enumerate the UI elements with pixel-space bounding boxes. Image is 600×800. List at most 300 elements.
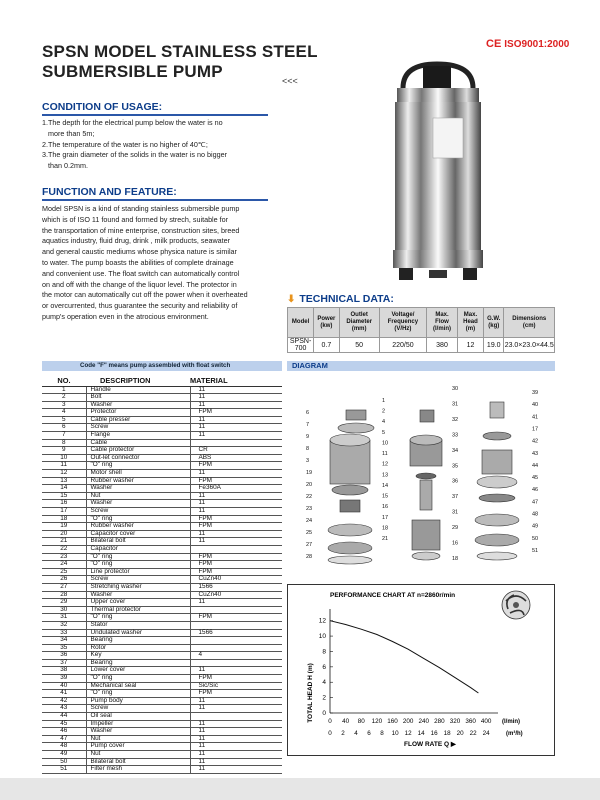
- diagram-callout-left: 7: [306, 422, 310, 428]
- part-number: 2: [42, 394, 86, 402]
- technical-data-cell: 12: [457, 338, 483, 353]
- table-row: [42, 576, 282, 584]
- diagram-callout-mid: 5: [382, 429, 386, 436]
- technical-heading-label: TECHNICAL DATA:: [299, 293, 394, 305]
- chart-title: PERFORMANCE CHART AT n=2860r/min: [330, 592, 456, 599]
- part-number: 31: [42, 614, 86, 622]
- condition-item: more than 5m;: [42, 128, 95, 138]
- table-row: [42, 470, 282, 478]
- part-description: Upper cover: [86, 599, 190, 607]
- chart-series-line: [330, 621, 478, 693]
- part-description: Screw: [86, 705, 190, 713]
- part-number: 1: [42, 386, 86, 394]
- part-number: 33: [42, 629, 86, 637]
- diagram-callout-left: 6: [306, 410, 310, 416]
- title-line-1: SPSN MODEL STAINLESS STEEL: [42, 42, 318, 61]
- part-description: Out-let connector: [86, 454, 190, 462]
- part-material: 1566: [190, 629, 282, 637]
- part-description: Pump cover: [86, 743, 190, 751]
- diagram-callout-far: 45: [532, 475, 539, 482]
- part-material: 11: [190, 401, 282, 409]
- part-number: 29: [42, 599, 86, 607]
- part-number: 26: [42, 576, 86, 584]
- technical-header-cell: Max. Flow (l/min): [427, 308, 458, 338]
- feature-line: pump's operation even in the atrocious environment.: [42, 311, 209, 321]
- chart-y-tick-label: 12: [318, 617, 326, 625]
- chart-y-tick-label: 10: [318, 633, 326, 641]
- feature-line: aquatics industry, fluid drug, drink , milk products, seawater: [42, 236, 231, 246]
- diagram-callout-left: 23: [306, 506, 313, 512]
- part-description: Flange: [86, 432, 190, 440]
- chart-y-label: TOTAL HEAD H (m): [307, 663, 314, 723]
- table-row: [42, 462, 282, 470]
- feature-text: [42, 204, 278, 323]
- part-material: 11: [190, 720, 282, 728]
- table-row: [42, 568, 282, 576]
- diagram-callout-far: 48: [532, 511, 539, 518]
- part-number: 3: [42, 401, 86, 409]
- part-description: "O" ring: [86, 614, 190, 622]
- condition-item: 2.The temperature of the water is no higher of 40℃;: [42, 139, 208, 149]
- iso-label: ISO9001:2000: [504, 39, 570, 50]
- chart-x-tick-label-secondary: 16: [430, 730, 438, 737]
- table-row: [42, 386, 282, 394]
- feature-line: and convenient use. The float switch can automatically control: [42, 268, 240, 278]
- part-number: 50: [42, 758, 86, 766]
- diagram-callout-far: 44: [532, 462, 539, 469]
- diagram-callout-mid: 11: [382, 451, 388, 458]
- part-description: "O" ring: [86, 675, 190, 683]
- part-material: Sic/Sic: [190, 682, 282, 690]
- part-description: Rotor: [86, 644, 190, 652]
- part-material: FPM: [190, 409, 282, 417]
- chart-x-tick-label-secondary: 2: [341, 730, 345, 737]
- condition-item: 1.The depth for the electrical pump below the water is no: [42, 118, 223, 127]
- part-material: 11: [190, 386, 282, 394]
- part-number: 47: [42, 735, 86, 743]
- part-material: 11: [190, 758, 282, 766]
- table-row: [42, 583, 282, 591]
- table-row: [42, 614, 282, 622]
- part-description: Washer: [86, 728, 190, 736]
- footer-bar: [0, 778, 600, 800]
- part-description: Washer: [86, 500, 190, 508]
- technical-data-cell: 380: [427, 338, 458, 353]
- technical-header-cell: Model: [288, 308, 314, 338]
- part-material: 11: [190, 500, 282, 508]
- part-material: FPM: [190, 477, 282, 485]
- chart-x-tick-label-secondary: 8: [380, 730, 384, 737]
- diagram-callout-right: 35: [452, 463, 459, 470]
- diagram-callout-mid: 18: [382, 525, 389, 532]
- table-row: [42, 705, 282, 713]
- table-row: [42, 713, 282, 721]
- part-description: Bilateral bolt: [86, 538, 190, 546]
- part-material: CR: [190, 447, 282, 455]
- table-row: [42, 401, 282, 409]
- part-number: 35: [42, 644, 86, 652]
- performance-chart: [288, 585, 554, 755]
- part-description: Cable protector: [86, 447, 190, 455]
- part-number: 17: [42, 508, 86, 516]
- chart-x-tick-label-secondary: 6: [367, 730, 371, 737]
- part-material: ABS: [190, 454, 282, 462]
- table-row: [42, 652, 282, 660]
- table-row: [42, 720, 282, 728]
- parts-table: [42, 377, 282, 774]
- table-row: [42, 409, 282, 417]
- part-number: 20: [42, 530, 86, 538]
- diagram-callout-right: 36: [452, 478, 459, 485]
- part-material: [190, 545, 282, 553]
- table-row: [42, 637, 282, 645]
- technical-data-row: [288, 338, 555, 353]
- part-description: Undulated washer: [86, 629, 190, 637]
- part-number: 45: [42, 720, 86, 728]
- part-description: Bearing: [86, 637, 190, 645]
- table-row: [42, 492, 282, 500]
- feature-line: Model SPSN is a kind of standing stainless submersible pump: [42, 204, 240, 213]
- part-number: 43: [42, 705, 86, 713]
- part-number: 10: [42, 454, 86, 462]
- chart-x-tick-label-secondary: 0: [328, 730, 332, 737]
- diagram-callout-mid: 1: [382, 398, 386, 404]
- part-material: FPM: [190, 523, 282, 531]
- table-row: [42, 545, 282, 553]
- part-description: Capacitor cover: [86, 530, 190, 538]
- part-description: "O" ring: [86, 462, 190, 470]
- diagram-callout-far: 41: [532, 414, 539, 421]
- part-number: 12: [42, 470, 86, 478]
- part-description: Capacitor: [86, 545, 190, 553]
- part-material: 11: [190, 705, 282, 713]
- title-line-2: SUBMERSIBLE PUMP: [42, 62, 223, 81]
- part-number: 40: [42, 682, 86, 690]
- part-number: 8: [42, 439, 86, 447]
- technical-header-row: [288, 308, 555, 338]
- code-note: Code "F" means pump assembled with float switch: [42, 361, 282, 371]
- part-description: Protector: [86, 409, 190, 417]
- part-description: Washer: [86, 401, 190, 409]
- part-description: Impeller: [86, 720, 190, 728]
- table-row: [42, 538, 282, 546]
- diagram-callout-left: 25: [306, 530, 313, 536]
- part-number: 21: [42, 538, 86, 546]
- feature-divider: [42, 199, 268, 201]
- part-number: 22: [42, 545, 86, 553]
- table-row: [42, 743, 282, 751]
- chart-x-tick-label: 280: [434, 718, 445, 725]
- technical-data-cell: 19.0: [484, 338, 504, 353]
- table-row: [42, 751, 282, 759]
- chart-x-tick-label-secondary: 4: [354, 730, 358, 737]
- part-material: 11: [190, 424, 282, 432]
- feature-line: the motor can automatically cut off the power when it overheated: [42, 290, 248, 300]
- part-material: FPM: [190, 561, 282, 569]
- parts-header-material: MATERIAL: [190, 377, 282, 386]
- technical-table: [287, 307, 555, 353]
- table-row: [42, 599, 282, 607]
- chart-x-tick-label-secondary: 24: [482, 730, 490, 737]
- diagram-callout-mid: 13: [382, 472, 389, 479]
- part-number: 18: [42, 515, 86, 523]
- part-number: 27: [42, 583, 86, 591]
- part-description: Pump body: [86, 697, 190, 705]
- part-description: "O" ring: [86, 690, 190, 698]
- table-row: [42, 394, 282, 402]
- condition-item: than 0.2mm.: [42, 161, 88, 171]
- feature-line: to water. The pump boasts the abilities of complete drainage: [42, 257, 234, 267]
- part-number: 5: [42, 416, 86, 424]
- part-material: 11: [190, 530, 282, 538]
- part-material: 11: [190, 751, 282, 759]
- part-description: "O" ring: [86, 561, 190, 569]
- part-number: 23: [42, 553, 86, 561]
- part-number: 11: [42, 462, 86, 470]
- part-material: 11: [190, 743, 282, 751]
- part-number: 25: [42, 568, 86, 576]
- diagram-callout-right: 34: [452, 447, 459, 454]
- part-description: Cable presser: [86, 416, 190, 424]
- table-row: [42, 508, 282, 516]
- diagram-callout-far: 42: [532, 438, 539, 445]
- part-material: 11: [190, 538, 282, 546]
- table-row: [42, 439, 282, 447]
- technical-data-cell: SPSN-700: [288, 338, 314, 353]
- part-description: Oil seal: [86, 713, 190, 721]
- diagram-callout-far: 50: [532, 535, 539, 542]
- part-material: 11: [190, 735, 282, 743]
- feature-heading: FUNCTION AND FEATURE:: [42, 186, 177, 198]
- chart-x-tick-label-secondary: 20: [456, 730, 464, 737]
- diagram-callout-far: 51: [532, 548, 539, 554]
- chart-x-label-text: FLOW RATE Q: [404, 741, 450, 748]
- part-material: FPM: [190, 515, 282, 523]
- diagram-callout-left: 19: [306, 470, 313, 476]
- diagram-callout-mid: 17: [382, 514, 389, 521]
- table-row: [42, 766, 282, 774]
- diagram-callout-right: 16: [452, 540, 459, 547]
- part-material: 11: [190, 728, 282, 736]
- parts-header-no: NO.: [42, 377, 86, 386]
- part-description: Stator: [86, 621, 190, 629]
- table-row: [42, 697, 282, 705]
- chart-x-unit-primary: (l/min): [502, 719, 520, 725]
- diagram-callout-right: 33: [452, 432, 459, 439]
- chart-x-tick-label-secondary: 12: [404, 730, 412, 737]
- part-number: 37: [42, 659, 86, 667]
- table-row: [42, 447, 282, 455]
- chart-x-tick-label: 160: [387, 718, 398, 725]
- chart-x-tick-label: 360: [465, 718, 476, 725]
- part-material: FPM: [190, 568, 282, 576]
- diagram-callout-left: 8: [306, 446, 310, 452]
- part-material: FPM: [190, 614, 282, 622]
- part-number: 51: [42, 766, 86, 774]
- part-number: 6: [42, 424, 86, 432]
- diagram-callout-mid: 15: [382, 493, 389, 500]
- diagram-heading: DIAGRAM: [292, 361, 328, 370]
- chart-x-tick-label-secondary: 18: [443, 730, 451, 737]
- diagram-callout-left: 20: [306, 482, 313, 488]
- condition-divider: [42, 114, 268, 116]
- diagram-callout-far: 47: [532, 499, 539, 506]
- technical-header-cell: Power (kw): [314, 308, 339, 338]
- part-description: Motor shell: [86, 470, 190, 478]
- part-number: 49: [42, 751, 86, 759]
- part-material: Fe360A: [190, 485, 282, 493]
- chart-y-tick-label: 0: [322, 710, 326, 717]
- part-number: 48: [42, 743, 86, 751]
- part-description: Screw: [86, 508, 190, 516]
- part-description: Washer: [86, 485, 190, 493]
- chart-x-tick-label-secondary: 14: [417, 730, 425, 737]
- table-row: [42, 416, 282, 424]
- part-material: [190, 644, 282, 652]
- chart-x-tick-label: 40: [342, 718, 350, 725]
- diagram-callout-mid: 21: [382, 536, 389, 542]
- part-material: FPM: [190, 675, 282, 683]
- part-number: 41: [42, 690, 86, 698]
- diagram-callout-far: 43: [532, 450, 539, 457]
- table-row: [42, 477, 282, 485]
- part-number: 15: [42, 492, 86, 500]
- part-material: FPM: [190, 462, 282, 470]
- chart-y-tick-label: 2: [322, 694, 326, 702]
- part-material: 11: [190, 470, 282, 478]
- table-row: [42, 500, 282, 508]
- technical-header-cell: Max. Head (m): [457, 308, 483, 338]
- technical-data-cell: 220/50: [379, 338, 426, 353]
- diagram-callout-right: 32: [452, 416, 459, 423]
- technical-data-cell: 23.0×23.0×44.5: [504, 338, 555, 353]
- chart-x-tick-label: 240: [418, 718, 429, 725]
- part-material: CuZn40: [190, 591, 282, 599]
- parts-body: [42, 386, 282, 773]
- table-row: [42, 485, 282, 493]
- diagram-callout-mid: 12: [382, 461, 389, 468]
- part-material: 11: [190, 766, 282, 774]
- part-description: Nut: [86, 751, 190, 759]
- part-number: 13: [42, 477, 86, 485]
- part-material: 11: [190, 599, 282, 607]
- part-material: 4: [190, 652, 282, 660]
- part-description: Line protector: [86, 568, 190, 576]
- chart-x-tick-label: 120: [371, 718, 383, 725]
- part-description: Thermal protector: [86, 606, 190, 614]
- part-description: Key: [86, 652, 190, 660]
- part-material: FPM: [190, 690, 282, 698]
- feature-line: the transportation of mine enterprise, construction sites, breed: [42, 225, 240, 235]
- diagram-callout-right: 37: [452, 494, 459, 501]
- diagram-callout-mid: 10: [382, 440, 389, 447]
- part-number: 14: [42, 485, 86, 493]
- diagram-callout-right: 29: [452, 525, 459, 532]
- part-number: 4: [42, 409, 86, 417]
- chart-x-tick-label: 0: [328, 718, 332, 725]
- part-number: 44: [42, 713, 86, 721]
- part-material: [190, 713, 282, 721]
- diagram-callout-far: 46: [532, 487, 539, 494]
- table-row: [42, 659, 282, 667]
- ce-mark: CE: [486, 38, 502, 50]
- part-number: 16: [42, 500, 86, 508]
- part-description: Rubber washer: [86, 477, 190, 485]
- table-row: [42, 629, 282, 637]
- part-number: 36: [42, 652, 86, 660]
- part-description: Rubber washer: [86, 523, 190, 531]
- table-row: [42, 561, 282, 569]
- diagram-callout-far: 49: [532, 523, 539, 530]
- chart-x-label: FLOW RATE Q ▶: [404, 741, 456, 748]
- table-row: [42, 591, 282, 599]
- technical-heading: [287, 293, 394, 305]
- part-number: 24: [42, 561, 86, 569]
- condition-item: 3.The grain diameter of the solids in the water is no bigger: [42, 150, 227, 160]
- table-row: [42, 758, 282, 766]
- table-row: [42, 667, 282, 675]
- part-description: Cable: [86, 439, 190, 447]
- part-description: Washer: [86, 591, 190, 599]
- diagram-callout-left: 24: [306, 518, 313, 524]
- chart-x-tick-label-secondary: 10: [391, 730, 399, 737]
- feature-line: on and off with the change of the liquor level. The protector in: [42, 279, 237, 289]
- table-row: [42, 523, 282, 531]
- table-row: [42, 553, 282, 561]
- parts-header-description: DESCRIPTION: [86, 377, 190, 386]
- part-description: Nut: [86, 492, 190, 500]
- diagram-callout-right: 31: [452, 401, 459, 408]
- chart-x-unit-secondary: (m³/h): [506, 731, 523, 737]
- chart-x-tick-label: 400: [480, 718, 492, 725]
- technical-header-cell: G.W. (kg): [484, 308, 504, 338]
- part-material: 11: [190, 492, 282, 500]
- diagram-callout-right: 18: [452, 556, 459, 562]
- diagram-callout-left: 27: [306, 542, 313, 548]
- table-row: [42, 644, 282, 652]
- part-number: 19: [42, 523, 86, 531]
- part-material: 11: [190, 697, 282, 705]
- part-material: 11: [190, 508, 282, 516]
- parts-header-row: [42, 377, 282, 386]
- exploded-diagram: [300, 380, 555, 580]
- part-material: FPM: [190, 553, 282, 561]
- pump-photo: [385, 58, 490, 283]
- condition-heading: CONDITION OF USAGE:: [42, 101, 163, 113]
- part-description: Screw: [86, 424, 190, 432]
- part-description: Stretching washer: [86, 583, 190, 591]
- table-row: [42, 728, 282, 736]
- technical-data-cell: 50: [339, 338, 379, 353]
- diagram-callout-mid: 16: [382, 504, 389, 511]
- chart-x-tick-label-secondary: 22: [469, 730, 477, 737]
- feature-line: which is of ISO 11 found and formed by strech, suitable for: [42, 214, 229, 224]
- feature-line: or overcurrented, thus guarantee the security and reliability of: [42, 301, 238, 311]
- table-row: [42, 515, 282, 523]
- page-title: [42, 42, 318, 82]
- diagram-callout-left: 9: [306, 434, 310, 440]
- part-number: 46: [42, 728, 86, 736]
- part-material: 1566: [190, 583, 282, 591]
- arrow-down-icon: ⬇: [287, 293, 296, 305]
- part-description: Nut: [86, 735, 190, 743]
- chart-x-tick-label: 200: [402, 718, 414, 725]
- diagram-callout-left: 28: [306, 554, 313, 560]
- table-row: [42, 675, 282, 683]
- part-number: 7: [42, 432, 86, 440]
- part-description: Screw: [86, 576, 190, 584]
- part-number: 39: [42, 675, 86, 683]
